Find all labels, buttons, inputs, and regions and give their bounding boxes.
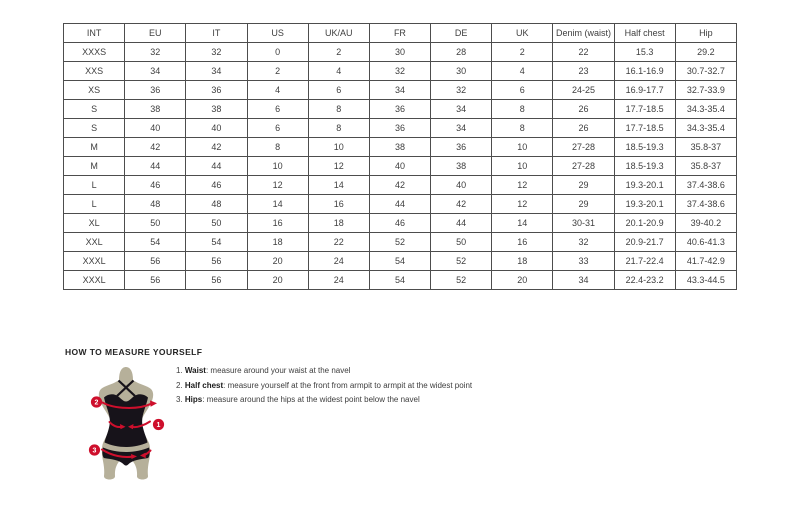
cell: 42	[369, 176, 430, 195]
table-row	[64, 119, 737, 138]
cell: 32	[553, 233, 614, 252]
cell: XXXL	[64, 271, 125, 290]
cell: 40.6-41.3	[675, 233, 736, 252]
cell: 44	[186, 157, 247, 176]
cell: 18	[492, 252, 553, 271]
cell: 36	[369, 119, 430, 138]
cell: 56	[186, 271, 247, 290]
cell: 22	[308, 233, 369, 252]
measure-step	[176, 381, 472, 390]
cell: 32.7-33.9	[675, 81, 736, 100]
cell: 18	[308, 214, 369, 233]
cell: 29	[553, 176, 614, 195]
table-row	[64, 157, 737, 176]
cell: 24	[308, 252, 369, 271]
table-row	[64, 252, 737, 271]
cell: 22	[553, 43, 614, 62]
cell: 16.9-17.7	[614, 81, 675, 100]
step-label: Half chest	[184, 380, 224, 390]
cell: 34	[125, 62, 186, 81]
cell: XS	[64, 81, 125, 100]
cell: M	[64, 157, 125, 176]
cell: 17.7-18.5	[614, 100, 675, 119]
cell: 42	[431, 195, 492, 214]
cell: 34.3-35.4	[675, 119, 736, 138]
cell: 32	[431, 81, 492, 100]
cell: 46	[125, 176, 186, 195]
cell: 30.7-32.7	[675, 62, 736, 81]
cell: 16	[492, 233, 553, 252]
mannequin-neck	[119, 367, 133, 383]
column-header: INT	[64, 24, 125, 43]
cell: 20	[492, 271, 553, 290]
cell: 43.3-44.5	[675, 271, 736, 290]
column-header: Hip	[675, 24, 736, 43]
cell: 40	[369, 157, 430, 176]
cell: 34.3-35.4	[675, 100, 736, 119]
cell: 10	[492, 157, 553, 176]
svg-text:2: 2	[94, 399, 99, 407]
cell: XXS	[64, 62, 125, 81]
step-number: 1.	[176, 366, 185, 375]
cell: 8	[492, 119, 553, 138]
table-row	[64, 271, 737, 290]
cell: 41.7-42.9	[675, 252, 736, 271]
cell: 26	[553, 119, 614, 138]
cell: 15.3	[614, 43, 675, 62]
table-row	[64, 62, 737, 81]
badge-2	[91, 396, 102, 407]
cell: 12	[492, 195, 553, 214]
cell: S	[64, 119, 125, 138]
cell: 6	[247, 119, 308, 138]
table-row	[64, 233, 737, 252]
cell: S	[64, 100, 125, 119]
cell: 16.1-16.9	[614, 62, 675, 81]
cell: 44	[369, 195, 430, 214]
cell: 39-40.2	[675, 214, 736, 233]
table-row	[64, 43, 737, 62]
cell: M	[64, 138, 125, 157]
cell: 18	[247, 233, 308, 252]
cell: L	[64, 195, 125, 214]
cell: 20.1-20.9	[614, 214, 675, 233]
cell: 29	[553, 195, 614, 214]
cell: 30	[431, 62, 492, 81]
cell: 36	[125, 81, 186, 100]
step-text: : measure around your waist at the navel	[205, 366, 351, 375]
column-header: EU	[125, 24, 186, 43]
cell: 16	[308, 195, 369, 214]
cell: 52	[431, 252, 492, 271]
size-table	[63, 23, 737, 290]
column-header: IT	[186, 24, 247, 43]
cell: 30	[369, 43, 430, 62]
cell: 50	[431, 233, 492, 252]
cell: 40	[431, 176, 492, 195]
tape-chest-arrow	[150, 400, 157, 406]
cell: 38	[125, 100, 186, 119]
cell: 14	[308, 176, 369, 195]
cell: 12	[308, 157, 369, 176]
table-row	[64, 214, 737, 233]
cell: 14	[492, 214, 553, 233]
cell: 40	[186, 119, 247, 138]
cell: 34	[369, 81, 430, 100]
cell: L	[64, 176, 125, 195]
column-header: UK/AU	[308, 24, 369, 43]
cell: 30-31	[553, 214, 614, 233]
cell: 35.8-37	[675, 157, 736, 176]
table-row	[64, 81, 737, 100]
column-header: Half chest	[614, 24, 675, 43]
cell: 32	[125, 43, 186, 62]
measure-step	[176, 395, 472, 404]
cell: 20.9-21.7	[614, 233, 675, 252]
column-header: UK	[492, 24, 553, 43]
cell: 2	[308, 43, 369, 62]
cell: 36	[431, 138, 492, 157]
cell: 54	[369, 271, 430, 290]
cell: 8	[308, 119, 369, 138]
cell: 42	[186, 138, 247, 157]
cell: 40	[125, 119, 186, 138]
cell: 36	[369, 100, 430, 119]
cell: 52	[369, 233, 430, 252]
cell: 46	[369, 214, 430, 233]
table-body	[64, 43, 737, 290]
cell: 4	[247, 81, 308, 100]
step-number: 3.	[176, 395, 185, 405]
cell: 8	[308, 100, 369, 119]
cell: 37.4-38.6	[675, 176, 736, 195]
cell: 4	[492, 62, 553, 81]
cell: 24-25	[553, 81, 614, 100]
cell: 10	[247, 157, 308, 176]
column-header: DE	[431, 24, 492, 43]
cell: 6	[247, 100, 308, 119]
measure-step	[176, 366, 472, 375]
table-row	[64, 176, 737, 195]
cell: XL	[64, 214, 125, 233]
cell: 10	[492, 138, 553, 157]
svg-text:1: 1	[156, 422, 161, 430]
measure-steps	[176, 366, 472, 410]
cell: 56	[125, 252, 186, 271]
cell: 18.5-19.3	[614, 157, 675, 176]
cell: XXXL	[64, 252, 125, 271]
cell: 48	[125, 195, 186, 214]
cell: 26	[553, 100, 614, 119]
cell: XXL	[64, 233, 125, 252]
cell: 20	[247, 252, 308, 271]
badge-3	[89, 444, 100, 455]
cell: 28	[431, 43, 492, 62]
cell: 46	[186, 176, 247, 195]
column-header: Denim (waist)	[553, 24, 614, 43]
step-text: : measure around the hips at the widest point below the navel	[202, 395, 420, 405]
cell: 6	[308, 81, 369, 100]
cell: 34	[431, 100, 492, 119]
step-label: Hips	[184, 395, 203, 405]
cell: 33	[553, 252, 614, 271]
cell: 6	[492, 81, 553, 100]
cell: 32	[369, 62, 430, 81]
cell: 50	[186, 214, 247, 233]
cell: 10	[308, 138, 369, 157]
cell: 29.2	[675, 43, 736, 62]
cell: 54	[186, 233, 247, 252]
cell: 19.3-20.1	[614, 195, 675, 214]
cell: 4	[308, 62, 369, 81]
cell: 16	[247, 214, 308, 233]
measure-title: HOW TO MEASURE YOURSELF	[65, 347, 203, 357]
step-text: : measure yourself at the front from armpit to armpit at the widest point	[223, 380, 473, 390]
cell: 27-28	[553, 157, 614, 176]
cell: 27-28	[553, 138, 614, 157]
cell: 52	[431, 271, 492, 290]
cell: 23	[553, 62, 614, 81]
column-header: US	[247, 24, 308, 43]
cell: 0	[247, 43, 308, 62]
cell: 2	[492, 43, 553, 62]
table-row	[64, 195, 737, 214]
cell: 8	[247, 138, 308, 157]
badge-1	[153, 419, 164, 430]
header-row	[64, 24, 737, 43]
cell: 21.7-22.4	[614, 252, 675, 271]
cell: 54	[125, 233, 186, 252]
cell: 35.8-37	[675, 138, 736, 157]
cell: 37.4-38.6	[675, 195, 736, 214]
svg-text:3: 3	[92, 447, 97, 455]
cell: 14	[247, 195, 308, 214]
cell: 18.5-19.3	[614, 138, 675, 157]
cell: 8	[492, 100, 553, 119]
step-label: Waist	[184, 366, 206, 375]
cell: 56	[125, 271, 186, 290]
cell: 50	[125, 214, 186, 233]
cell: 2	[247, 62, 308, 81]
cell: 34	[553, 271, 614, 290]
camisole-top	[104, 394, 148, 447]
cell: 22.4-23.2	[614, 271, 675, 290]
cell: 44	[431, 214, 492, 233]
cell: 17.7-18.5	[614, 119, 675, 138]
cell: 54	[369, 252, 430, 271]
cell: 48	[186, 195, 247, 214]
cell: 38	[369, 138, 430, 157]
cell: 32	[186, 43, 247, 62]
column-header: FR	[369, 24, 430, 43]
cell: 56	[186, 252, 247, 271]
cell: 19.3-20.1	[614, 176, 675, 195]
cell: 34	[431, 119, 492, 138]
cell: 12	[247, 176, 308, 195]
step-number: 2.	[176, 380, 185, 390]
cell: 20	[247, 271, 308, 290]
cell: 38	[186, 100, 247, 119]
cell: XXXS	[64, 43, 125, 62]
cell: 42	[125, 138, 186, 157]
table-row	[64, 100, 737, 119]
cell: 38	[431, 157, 492, 176]
table-row	[64, 138, 737, 157]
cell: 24	[308, 271, 369, 290]
cell: 44	[125, 157, 186, 176]
cell: 36	[186, 81, 247, 100]
cell: 34	[186, 62, 247, 81]
cell: 12	[492, 176, 553, 195]
